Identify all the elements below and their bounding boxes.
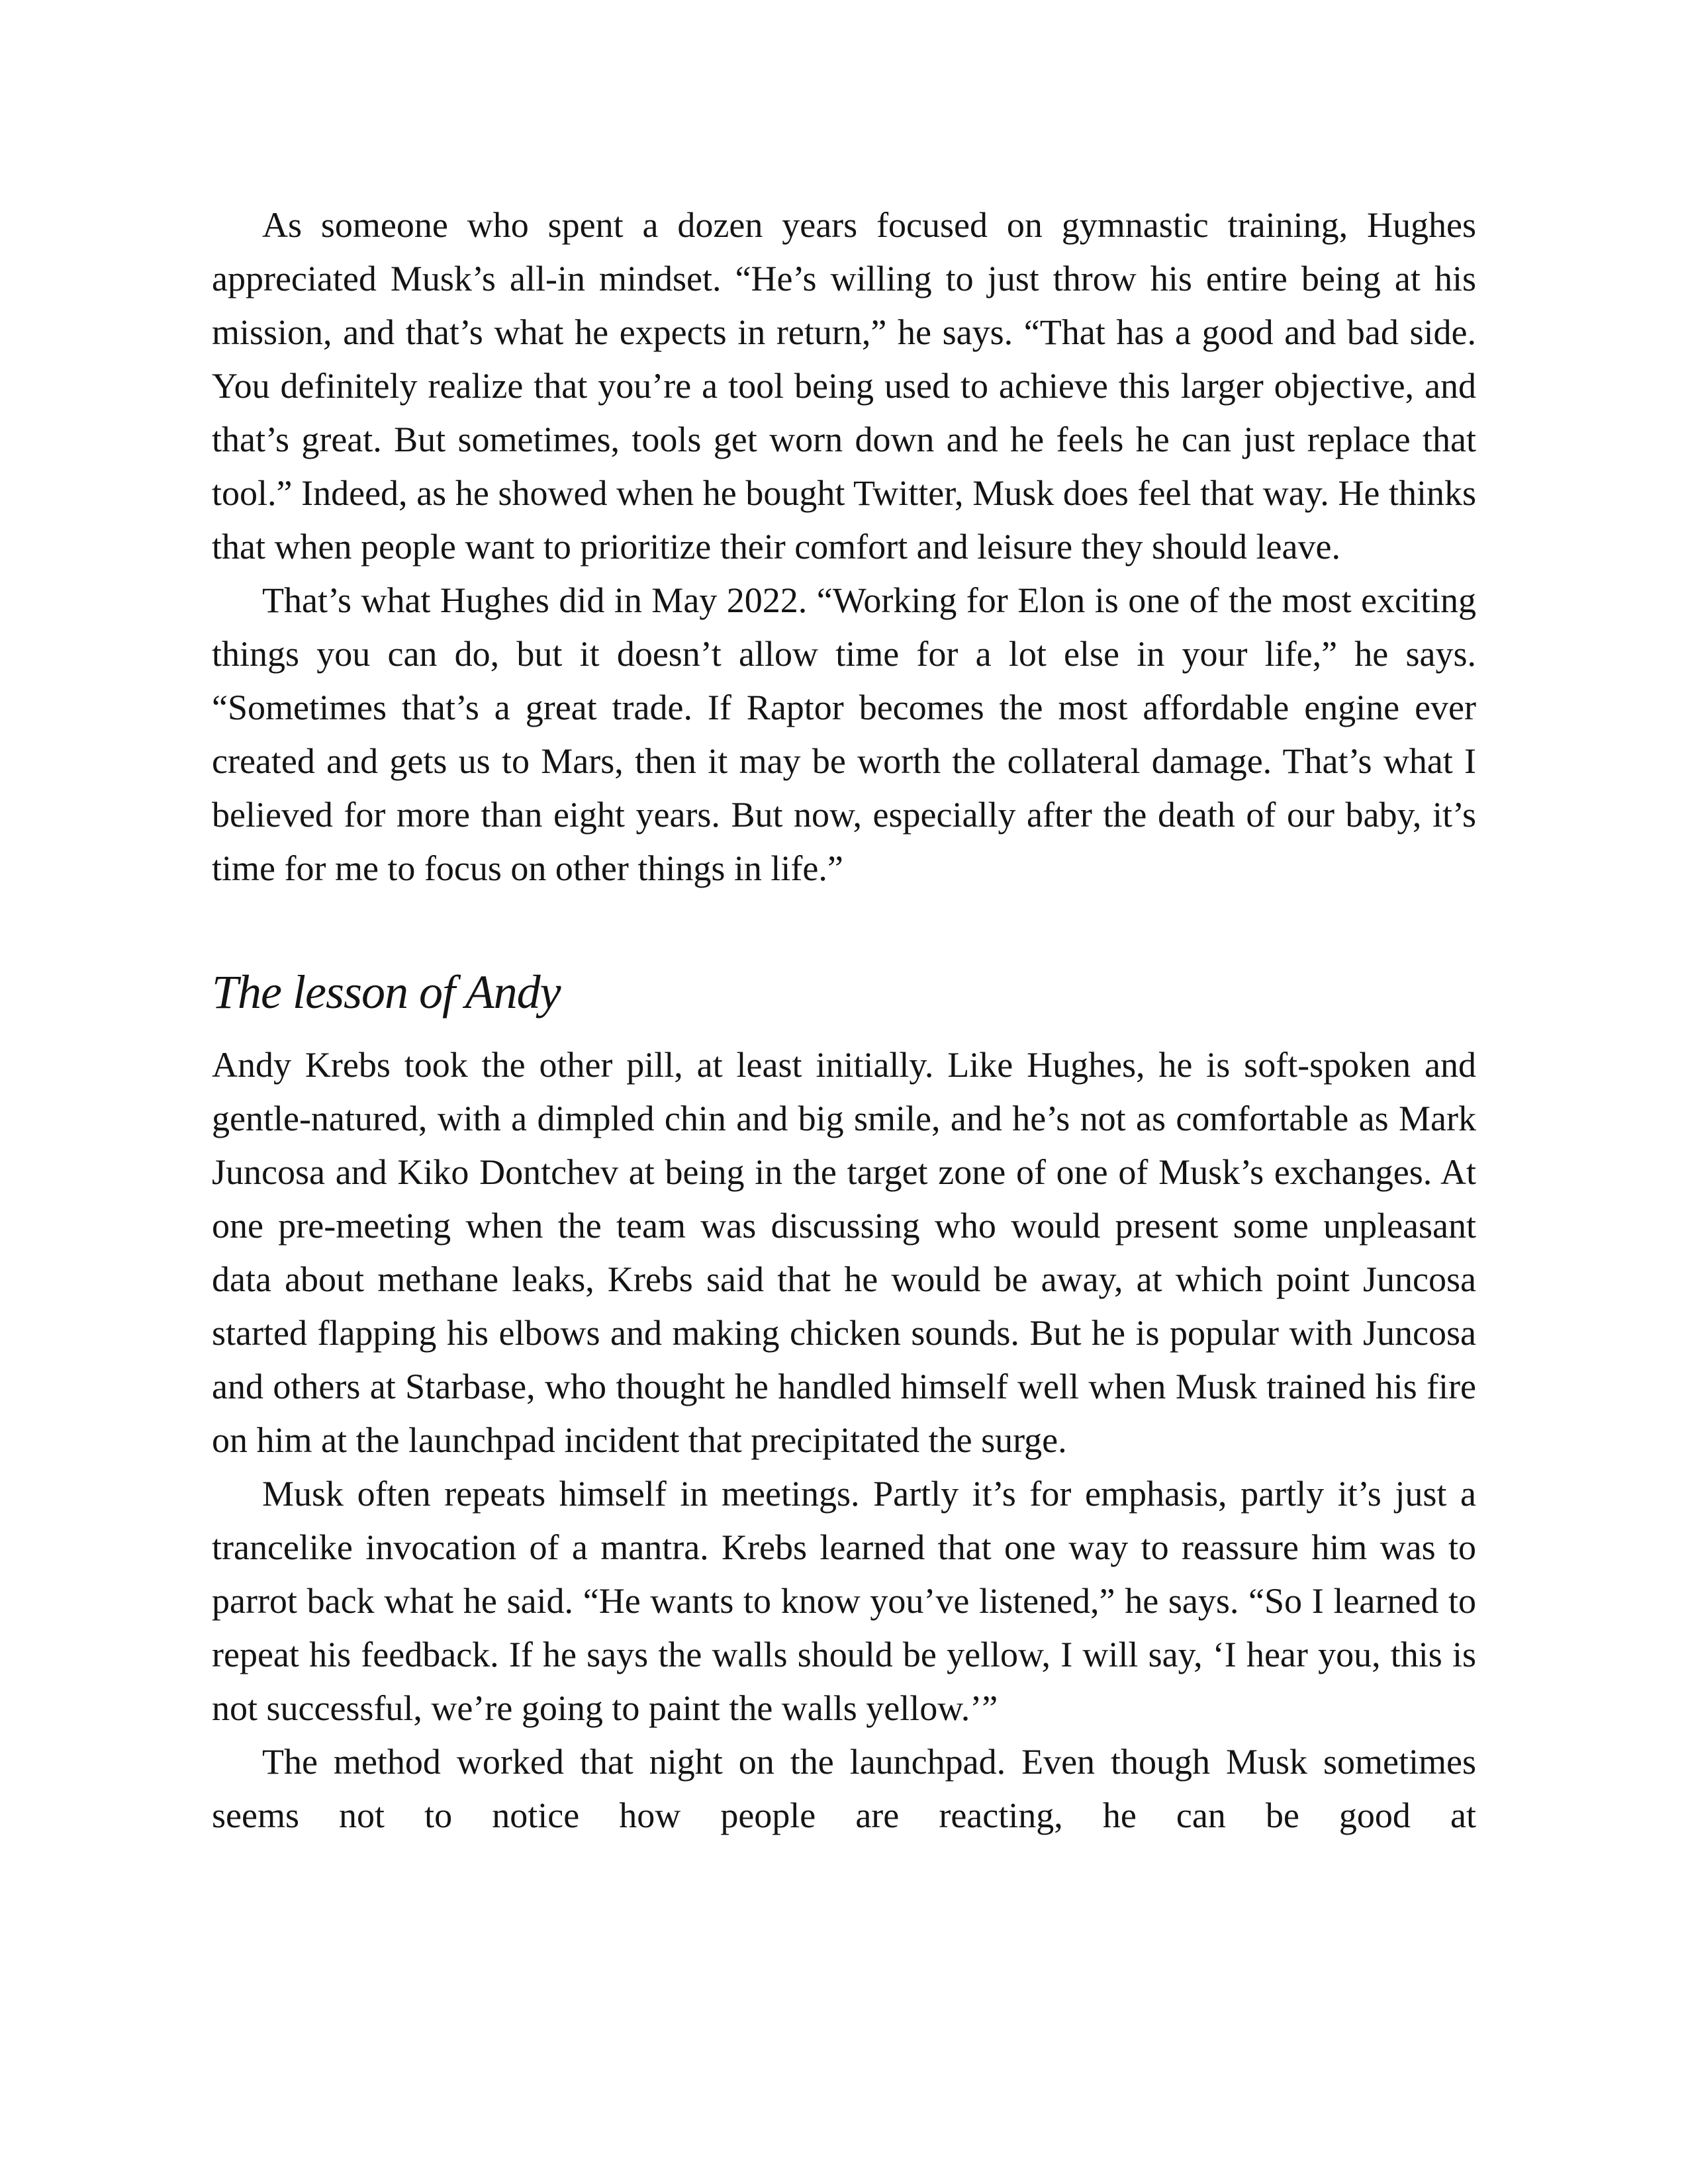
body-paragraph-continued: The method worked that night on the launchpad. Even though Musk sometimes seems not to notice how people are reacting, he can be good at [212,1742,1476,1835]
section-heading: The lesson of Andy [212,966,561,1019]
body-paragraph: Andy Krebs took the other pill, at least initially. Like Hughes, he is soft-spoken and gentle-natured, with a dimpled chin and big smile, and he’s not as comfortable as Mark Juncosa and Kiko Dontchev at being in the target zone of one of Musk’s exchanges. At one pre-meeting when the team was discussing who would present some unpleasant data about methane leaks, Krebs said that he would be away, at which point Juncosa started flapping his elbows and making chicken sounds. But he is popular with Juncosa and others at Starbase, who thought he handled himself well when Musk trained his fire on him at the launchpad incident that precipitated the surge. [212,1045,1476,1460]
body-paragraph: As someone who spent a dozen years focused on gymnastic training, Hughes appreciated Musk’s all-in mindset. “He’s willing to just throw his entire being at his mission, and that’s what he expects in return,” he says. “That has a good and bad side. You definitely realize that you’re a tool being used to achieve this larger objective, and that’s great. But sometimes, tools get worn down and he feels he can just replace that tool.” Indeed, as he showed when he bought Twitter, Musk does feel that way. He thinks that when people want to prioritize their comfort and leisure they should leave. [212,205,1476,567]
book-page [212,199,1476,1843]
body-paragraph: That’s what Hughes did in May 2022. “Working for Elon is one of the most exciting things you can do, but it doesn’t allow time for a lot else in your life,” he says. “Sometimes that’s a great trade. If Raptor becomes the most affordable engine ever created and gets us to Mars, then it may be worth the collateral damage. That’s what I believed for more than eight years. But now, especially after the death of our baby, it’s time for me to focus on other things in life.” [212,580,1476,888]
body-paragraph: Musk often repeats himself in meetings. Partly it’s for emphasis, partly it’s just a trancelike invocation of a mantra. Krebs learned that one way to reassure him was to parrot back what he said. “He wants to know you’ve listened,” he says. “So I learned to repeat his feedback. If he says the walls should be yellow, I will say, ‘I hear you, this is not successful, we’re going to paint the walls yellow.’” [212,1474,1476,1728]
